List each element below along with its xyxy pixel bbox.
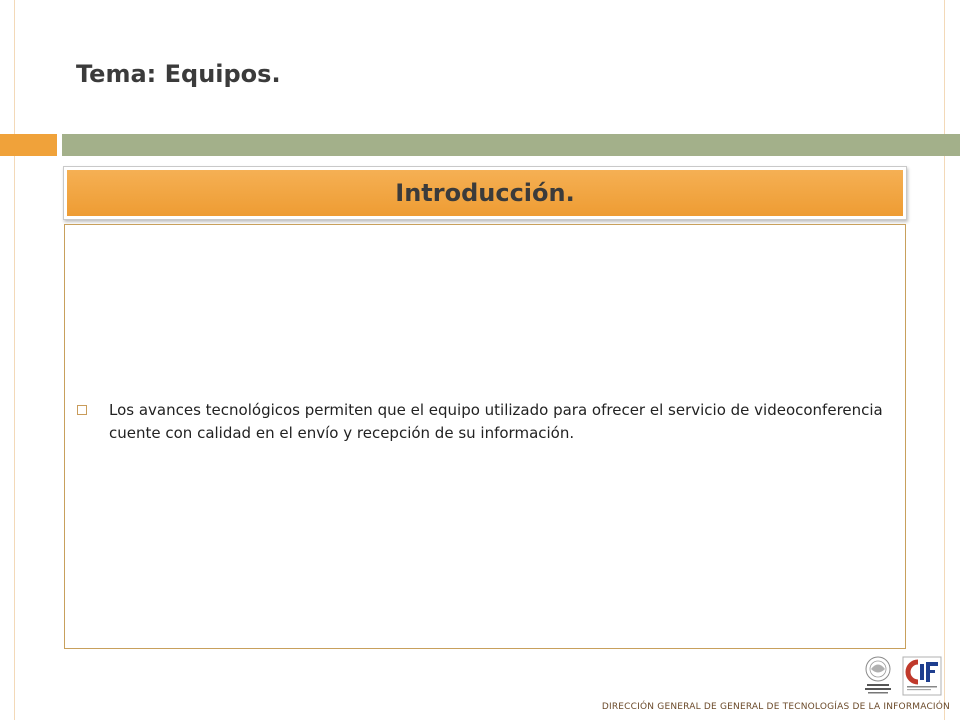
cjf-logo-icon	[902, 656, 942, 696]
section-header-title: Introducción.	[395, 179, 575, 207]
seal-logo-icon	[860, 654, 896, 698]
logos-group	[860, 654, 946, 700]
section-header-fill	[67, 170, 903, 216]
accent-bar-orange	[0, 134, 57, 156]
guide-line-left	[14, 0, 15, 720]
square-bullet-icon	[77, 405, 87, 415]
footer-text: DIRECCIÓN GENERAL DE GENERAL DE TECNOLOGÍAS DE LA INFORMACIÓN	[601, 702, 950, 712]
bullet-text: Los avances tecnológicos permiten que el equipo utilizado para ofrecer el servicio de videoconferencia cuente con calidad en el envío y recepción de su información.	[109, 401, 883, 442]
content-box	[64, 224, 906, 649]
slide-title: Tema: Equipos.	[76, 60, 281, 88]
accent-bar-green	[62, 134, 960, 156]
section-header-box	[63, 166, 907, 220]
bullet-item	[77, 399, 887, 445]
guide-line-right	[944, 0, 945, 720]
